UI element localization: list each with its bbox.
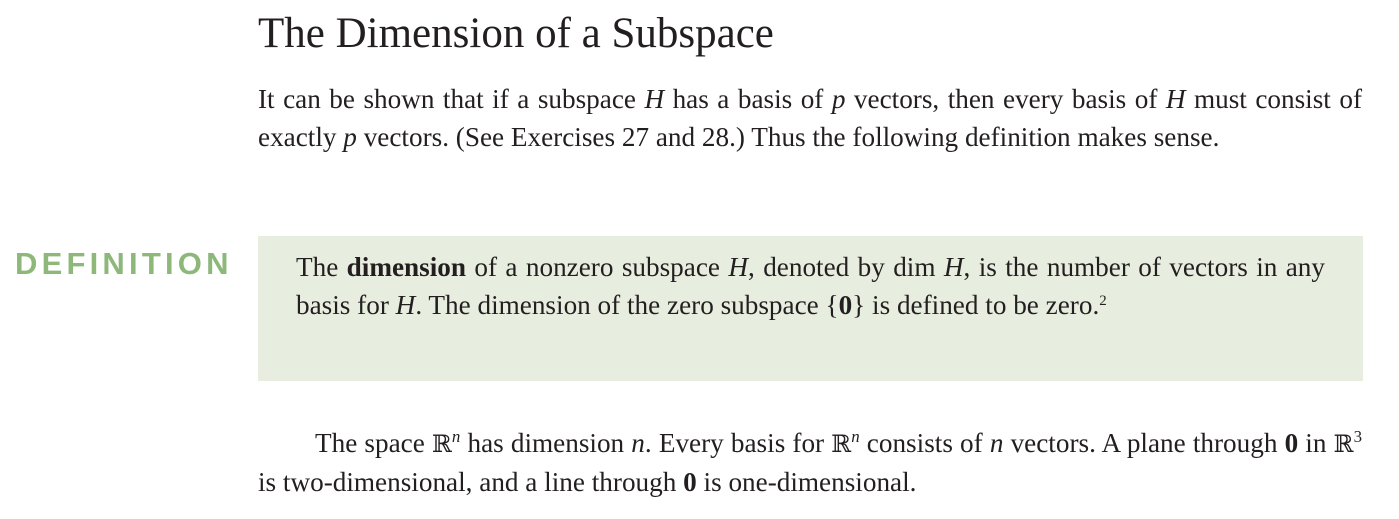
- intro-paragraph: [258, 80, 1362, 156]
- real-numbers-symbol: ℝ: [831, 430, 852, 458]
- definition-text-part: of a nonzero subspace: [466, 252, 729, 282]
- definition-text: [296, 248, 1325, 324]
- intro-text: must consist of exactly: [258, 84, 1362, 152]
- real-numbers-symbol: ℝ: [431, 430, 452, 458]
- closing-text: has dimension: [460, 428, 632, 458]
- definition-text-part: } is defined to be zero.: [852, 290, 1100, 320]
- exponent: n: [851, 426, 860, 446]
- closing-paragraph: [258, 424, 1362, 501]
- zero-vector: 0: [1284, 428, 1299, 458]
- intro-text: It can be shown that if a subspace: [258, 84, 645, 114]
- math-symbol-H: H: [395, 290, 416, 320]
- closing-text: in: [1298, 428, 1334, 458]
- section-title: The Dimension of a Subspace: [258, 10, 774, 57]
- footnote-marker[interactable]: 2: [1099, 293, 1107, 310]
- closing-text: consists of: [859, 428, 990, 458]
- definition-text-part: , is the number of vectors in any basis for: [296, 252, 1325, 320]
- math-symbol-n: n: [631, 428, 645, 458]
- math-symbol-p: p: [343, 122, 357, 152]
- math-symbol-H: H: [1165, 84, 1186, 114]
- zero-vector: 0: [838, 290, 853, 320]
- definition-box: [258, 236, 1363, 381]
- defined-term: dimension: [346, 252, 467, 282]
- math-symbol-H: H: [943, 252, 964, 282]
- definition-text-part: . The dimension of the zero subspace {: [415, 290, 839, 320]
- exponent: n: [451, 426, 461, 446]
- closing-text: is two-dimensional, and a line through: [258, 467, 684, 497]
- definition-label: DEFINITION: [15, 246, 233, 281]
- zero-vector: 0: [683, 467, 697, 497]
- exponent: 3: [1353, 426, 1362, 446]
- math-symbol-p: p: [831, 84, 846, 114]
- intro-text: vectors. (See Exercises 27 and 28.) Thus the following definition makes sense.: [356, 122, 1220, 152]
- closing-text: The space: [315, 428, 432, 458]
- intro-text: has a basis of: [664, 84, 832, 114]
- closing-text: vectors. A plane through: [1003, 428, 1285, 458]
- real-numbers-symbol: ℝ: [1333, 430, 1354, 458]
- definition-text-part: The: [296, 252, 347, 282]
- math-symbol-H: H: [728, 252, 749, 282]
- math-symbol-H: H: [644, 84, 665, 114]
- definition-text-part: , denoted by dim: [748, 252, 944, 282]
- closing-text: . Every basis for: [644, 428, 832, 458]
- math-symbol-n: n: [989, 428, 1004, 458]
- closing-text: is one-dimensional.: [696, 467, 917, 497]
- intro-text: vectors, then every basis of: [845, 84, 1166, 114]
